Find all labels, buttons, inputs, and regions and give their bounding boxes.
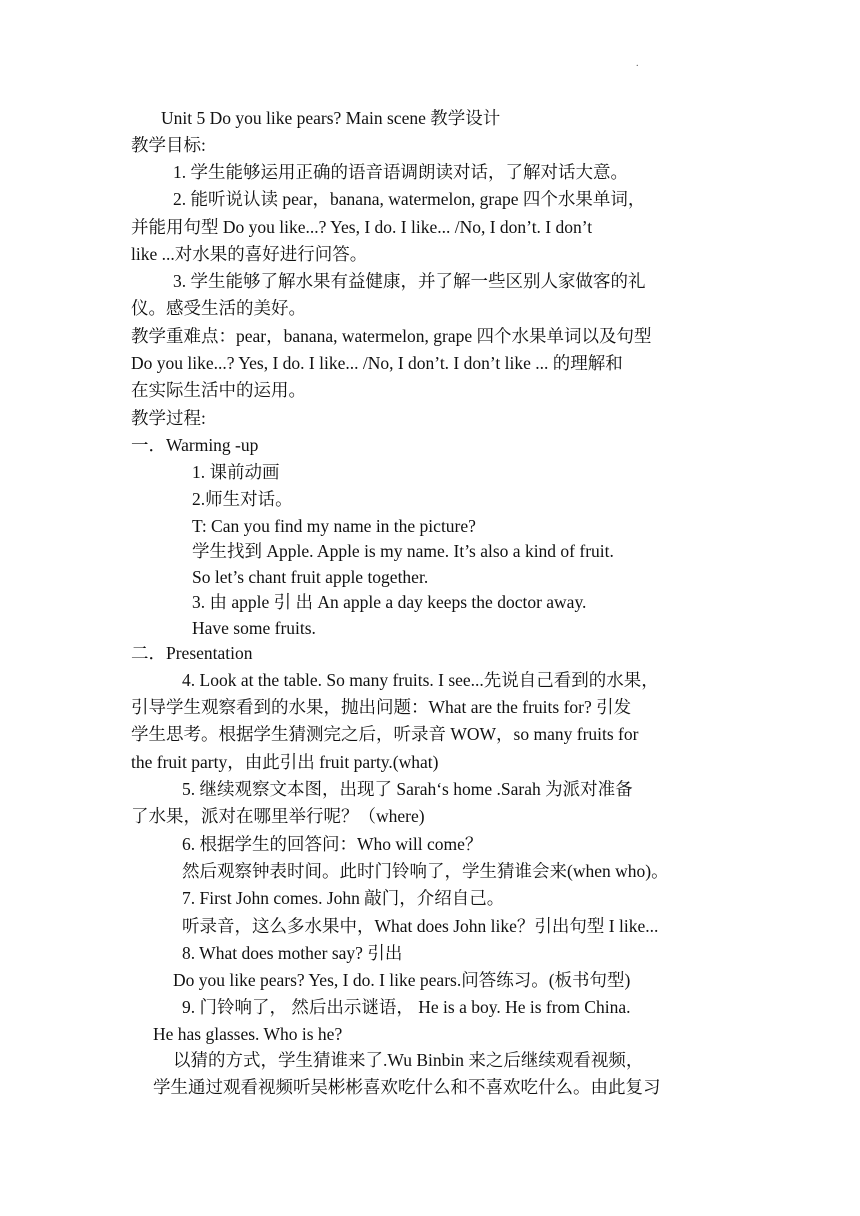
presentation-line: 然后观察钟表时间。此时门铃响了，学生猜谁会来(when who)。 (182, 861, 669, 881)
presentation-line: 9. 门铃响了， 然后出示谜语， He is a boy. He is from China. (182, 997, 631, 1017)
header-mark: . (636, 58, 639, 69)
presentation-line: 6. 根据学生的回答问：Who will come？ (182, 834, 483, 854)
objectives-heading: 教学目标: (131, 135, 206, 155)
warmup-line: Have some fruits. (192, 618, 316, 638)
presentation-line: Do you like pears? Yes, I do. I like pears.问答练习。(板书句型) (173, 970, 631, 990)
key-points-line: Do you like...? Yes, I do. I like... /No, I don’t. I don’t like ... 的理解和 (131, 353, 623, 373)
process-heading: 教学过程: (131, 408, 206, 428)
warmup-line: T: Can you find my name in the picture? (192, 516, 476, 536)
key-points-line: 教学重难点：pear，banana, watermelon, grape 四个水果单词以及句型 (131, 326, 652, 346)
presentation-line: 学生思考。根据学生猜测完之后，听录音 WOW，so many fruits for (131, 724, 639, 744)
warmup-line: 1. 课前动画 (192, 462, 280, 482)
objective-line: 并能用句型 Do you like...? Yes, I do. I like... /No, I don’t. I don’t (131, 217, 593, 237)
key-points-line: 在实际生活中的运用。 (131, 380, 306, 400)
presentation-line: 以猜的方式，学生猜谁来了.Wu Binbin 来之后继续观看视频， (173, 1050, 644, 1070)
warmup-heading: 一．Warming -up (131, 435, 259, 455)
objective-line: 2. 能听说认读 pear，banana, watermelon, grape 四个水果单词， (173, 189, 646, 209)
objective-line: 3. 学生能够了解水果有益健康，并了解一些区别人家做客的礼 (173, 271, 646, 291)
objective-line: 1. 学生能够运用正确的语音语调朗读对话，了解对话大意。 (173, 162, 628, 182)
document-title: Unit 5 Do you like pears? Main scene 教学设计 (161, 108, 501, 128)
warmup-line: 学生找到 Apple. Apple is my name. It’s also a kind of fruit. (192, 541, 614, 561)
warmup-line: So let’s chant fruit apple together. (192, 567, 429, 587)
presentation-line: 了水果，派对在哪里举行呢？（where) (131, 806, 425, 826)
presentation-line: 引导学生观察看到的水果，抛出问题：What are the fruits for? 引发 (131, 697, 632, 717)
objective-line: like ...对水果的喜好进行问答。 (131, 244, 368, 264)
warmup-line: 3. 由 apple 引 出 An apple a day keeps the doctor away. (192, 592, 587, 612)
presentation-line: 8. What does mother say? 引出 (182, 943, 403, 963)
presentation-line: the fruit party，由此引出 fruit party.(what) (131, 752, 439, 772)
warmup-line: 2.师生对话。 (192, 489, 293, 509)
presentation-line: 5. 继续观察文本图，出现了 Sarah‘s home .Sarah 为派对准备 (182, 779, 633, 799)
presentation-heading: 二．Presentation (131, 643, 253, 663)
presentation-line: 学生通过观看视频听吴彬彬喜欢吃什么和不喜欢吃什么。由此复习 (153, 1077, 661, 1097)
presentation-line: 4. Look at the table. So many fruits. I see...先说自己看到的水果， (182, 670, 659, 690)
presentation-line: 7. First John comes. John 敲门，介绍自己。 (182, 888, 505, 908)
objective-line: 仪。感受生活的美好。 (131, 298, 306, 318)
presentation-line: 听录音，这么多水果中，What does John like？引出句型 I like... (182, 916, 659, 936)
presentation-line: He has glasses. Who is he? (153, 1024, 343, 1044)
